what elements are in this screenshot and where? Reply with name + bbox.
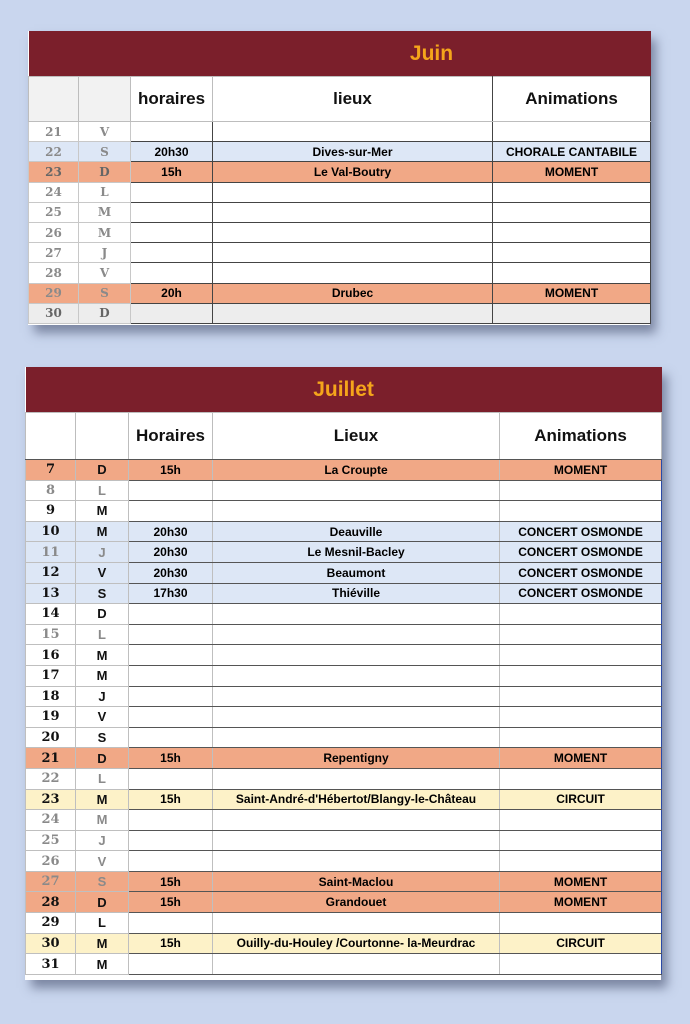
day-letter: L <box>76 913 129 934</box>
time-cell: 20h30 <box>129 562 213 583</box>
day-letter: S <box>79 283 131 303</box>
header-blank-num <box>29 77 79 122</box>
juillet-body <box>26 460 662 975</box>
time-cell <box>129 830 213 851</box>
time-cell <box>129 686 213 707</box>
day-letter: D <box>76 748 129 769</box>
time-cell <box>129 954 213 975</box>
place-cell <box>213 263 493 283</box>
table-row <box>29 263 651 283</box>
animation-cell: MOMENT <box>500 892 662 913</box>
animation-cell: MOMENT <box>493 283 651 303</box>
header-horaires: horaires <box>131 77 213 122</box>
time-cell <box>131 303 213 323</box>
day-letter: M <box>76 521 129 542</box>
animation-cell: CONCERT OSMONDE <box>500 521 662 542</box>
place-cell <box>213 686 500 707</box>
table-row <box>26 830 662 851</box>
header-blank-day <box>76 413 129 460</box>
time-cell <box>131 202 213 222</box>
table-row <box>26 562 662 583</box>
day-letter: M <box>76 933 129 954</box>
place-cell <box>213 122 493 142</box>
table-row <box>26 789 662 810</box>
place-cell: Thiéville <box>213 583 500 604</box>
day-number: 11 <box>26 542 76 563</box>
header-blank-day <box>79 77 131 122</box>
place-cell <box>213 727 500 748</box>
animation-cell <box>500 851 662 872</box>
time-cell <box>131 122 213 142</box>
day-number: 15 <box>26 624 76 645</box>
animation-cell <box>493 222 651 242</box>
animation-cell: CONCERT OSMONDE <box>500 583 662 604</box>
time-cell <box>129 480 213 501</box>
time-cell <box>129 913 213 934</box>
table-row <box>26 727 662 748</box>
day-letter: J <box>76 542 129 563</box>
day-letter: M <box>76 810 129 831</box>
day-number: 26 <box>29 222 79 242</box>
animation-cell: CIRCUIT <box>500 933 662 954</box>
table-row <box>26 892 662 913</box>
time-cell: 20h30 <box>129 542 213 563</box>
day-number: 24 <box>26 810 76 831</box>
juillet-month-bar <box>26 367 662 413</box>
header-animations: Animations <box>500 413 662 460</box>
day-number: 7 <box>26 460 76 481</box>
animation-cell: MOMENT <box>500 460 662 481</box>
place-cell <box>213 303 493 323</box>
animation-cell <box>493 263 651 283</box>
table-row <box>29 162 651 182</box>
day-letter: M <box>76 645 129 666</box>
time-cell <box>129 851 213 872</box>
table-row <box>26 645 662 666</box>
day-letter: L <box>76 624 129 645</box>
day-number: 22 <box>29 142 79 162</box>
juin-schedule-card <box>28 31 650 325</box>
place-cell <box>213 624 500 645</box>
day-letter: V <box>76 851 129 872</box>
time-cell: 15h <box>129 460 213 481</box>
table-row <box>29 283 651 303</box>
table-row <box>26 933 662 954</box>
animation-cell <box>500 501 662 522</box>
juillet-month-title: Juillet <box>26 367 662 413</box>
day-number: 28 <box>29 263 79 283</box>
day-number: 19 <box>26 707 76 728</box>
table-row <box>26 768 662 789</box>
juin-month-bar <box>29 31 651 77</box>
day-letter: D <box>76 892 129 913</box>
place-cell <box>213 222 493 242</box>
table-row <box>29 303 651 323</box>
day-letter: M <box>76 665 129 686</box>
time-cell: 15h <box>129 748 213 769</box>
table-row <box>29 222 651 242</box>
day-letter: L <box>76 768 129 789</box>
time-cell <box>129 604 213 625</box>
day-number: 21 <box>29 122 79 142</box>
place-cell: Le Mesnil-Bacley <box>213 542 500 563</box>
time-cell: 15h <box>129 871 213 892</box>
time-cell <box>129 624 213 645</box>
table-row <box>29 122 651 142</box>
time-cell <box>131 182 213 202</box>
place-cell <box>213 954 500 975</box>
time-cell <box>131 222 213 242</box>
day-letter: S <box>79 142 131 162</box>
table-row <box>26 501 662 522</box>
time-cell <box>131 263 213 283</box>
place-cell: Repentigny <box>213 748 500 769</box>
animation-cell: CONCERT OSMONDE <box>500 562 662 583</box>
table-row <box>26 913 662 934</box>
place-cell: Drubec <box>213 283 493 303</box>
time-cell <box>129 665 213 686</box>
animation-cell <box>500 707 662 728</box>
place-cell: Beaumont <box>213 562 500 583</box>
table-row <box>29 243 651 263</box>
juillet-header-row <box>26 413 662 460</box>
time-cell <box>131 243 213 263</box>
table-row <box>26 542 662 563</box>
day-letter: L <box>76 480 129 501</box>
time-cell <box>129 707 213 728</box>
day-number: 25 <box>29 202 79 222</box>
header-blank-num <box>26 413 76 460</box>
day-letter: M <box>76 501 129 522</box>
day-letter: D <box>79 162 131 182</box>
day-number: 24 <box>29 182 79 202</box>
header-animations: Animations <box>493 77 651 122</box>
day-number: 23 <box>29 162 79 182</box>
animation-cell <box>500 727 662 748</box>
animation-cell: CONCERT OSMONDE <box>500 542 662 563</box>
juillet-table <box>25 367 662 975</box>
place-cell <box>213 501 500 522</box>
place-cell: Saint-Maclou <box>213 871 500 892</box>
day-number: 8 <box>26 480 76 501</box>
day-number: 31 <box>26 954 76 975</box>
day-number: 27 <box>29 243 79 263</box>
animation-cell <box>500 913 662 934</box>
table-row <box>26 665 662 686</box>
day-number: 25 <box>26 830 76 851</box>
table-row <box>26 460 662 481</box>
time-cell <box>129 501 213 522</box>
day-number: 9 <box>26 501 76 522</box>
place-cell: Grandouet <box>213 892 500 913</box>
day-number: 27 <box>26 871 76 892</box>
place-cell: Ouilly-du-Houley /Courtonne- la-Meurdrac <box>213 933 500 954</box>
animation-cell: CIRCUIT <box>500 789 662 810</box>
animation-cell <box>500 665 662 686</box>
animation-cell <box>493 182 651 202</box>
animation-cell: MOMENT <box>500 748 662 769</box>
day-number: 21 <box>26 748 76 769</box>
place-cell: Dives-sur-Mer <box>213 142 493 162</box>
time-cell: 20h30 <box>131 142 213 162</box>
day-number: 17 <box>26 665 76 686</box>
day-number: 14 <box>26 604 76 625</box>
place-cell <box>213 810 500 831</box>
animation-cell: MOMENT <box>493 162 651 182</box>
time-cell: 15h <box>131 162 213 182</box>
animation-cell <box>500 624 662 645</box>
day-number: 26 <box>26 851 76 872</box>
time-cell <box>129 768 213 789</box>
table-row <box>29 182 651 202</box>
day-letter: V <box>79 122 131 142</box>
place-cell: Deauville <box>213 521 500 542</box>
day-letter: J <box>76 686 129 707</box>
place-cell <box>213 768 500 789</box>
animation-cell <box>493 202 651 222</box>
table-row <box>26 810 662 831</box>
animation-cell <box>500 480 662 501</box>
day-letter: S <box>76 727 129 748</box>
day-letter: V <box>76 562 129 583</box>
place-cell <box>213 707 500 728</box>
juin-body <box>29 122 651 324</box>
day-letter: D <box>76 604 129 625</box>
day-letter: S <box>76 871 129 892</box>
animation-cell <box>500 830 662 851</box>
juin-header-row <box>29 77 651 122</box>
day-number: 10 <box>26 521 76 542</box>
juin-month-title: Juin <box>213 31 651 77</box>
place-cell <box>213 604 500 625</box>
table-row <box>29 202 651 222</box>
place-cell <box>213 182 493 202</box>
place-cell: Saint-André-d'Hébertot/Blangy-le-Château <box>213 789 500 810</box>
day-letter: S <box>76 583 129 604</box>
table-row <box>26 583 662 604</box>
place-cell <box>213 480 500 501</box>
table-row <box>26 521 662 542</box>
header-lieux: Lieux <box>213 413 500 460</box>
animation-cell <box>500 686 662 707</box>
animation-cell <box>500 954 662 975</box>
animation-cell: MOMENT <box>500 871 662 892</box>
table-row <box>26 604 662 625</box>
animation-cell <box>493 303 651 323</box>
day-number: 29 <box>29 283 79 303</box>
header-horaires: Horaires <box>129 413 213 460</box>
day-number: 13 <box>26 583 76 604</box>
table-row <box>26 707 662 728</box>
animation-cell <box>500 645 662 666</box>
day-letter: V <box>79 263 131 283</box>
juillet-schedule-card <box>25 367 661 980</box>
day-number: 18 <box>26 686 76 707</box>
day-number: 29 <box>26 913 76 934</box>
time-cell: 15h <box>129 892 213 913</box>
day-number: 28 <box>26 892 76 913</box>
table-row <box>26 871 662 892</box>
day-number: 30 <box>26 933 76 954</box>
header-lieux: lieux <box>213 77 493 122</box>
place-cell <box>213 851 500 872</box>
time-cell <box>129 645 213 666</box>
day-number: 20 <box>26 727 76 748</box>
day-letter: M <box>79 222 131 242</box>
table-row <box>26 624 662 645</box>
place-cell <box>213 645 500 666</box>
day-letter: M <box>76 954 129 975</box>
day-number: 30 <box>29 303 79 323</box>
juin-table <box>28 31 651 324</box>
day-letter: M <box>79 202 131 222</box>
place-cell <box>213 202 493 222</box>
place-cell <box>213 665 500 686</box>
table-row <box>26 480 662 501</box>
table-row <box>26 954 662 975</box>
day-number: 12 <box>26 562 76 583</box>
animation-cell <box>500 810 662 831</box>
animation-cell <box>493 122 651 142</box>
time-cell: 15h <box>129 933 213 954</box>
day-number: 23 <box>26 789 76 810</box>
day-letter: J <box>76 830 129 851</box>
time-cell: 20h30 <box>129 521 213 542</box>
table-row <box>26 748 662 769</box>
time-cell: 20h <box>131 283 213 303</box>
animation-cell <box>493 243 651 263</box>
day-letter: M <box>76 789 129 810</box>
month-bar-blank <box>29 31 213 77</box>
time-cell: 17h30 <box>129 583 213 604</box>
place-cell <box>213 243 493 263</box>
animation-cell: CHORALE CANTABILE <box>493 142 651 162</box>
place-cell: Le Val-Boutry <box>213 162 493 182</box>
animation-cell <box>500 604 662 625</box>
day-letter: L <box>79 182 131 202</box>
animation-cell <box>500 768 662 789</box>
day-number: 22 <box>26 768 76 789</box>
day-letter: D <box>76 460 129 481</box>
day-letter: D <box>79 303 131 323</box>
place-cell <box>213 913 500 934</box>
table-row <box>26 851 662 872</box>
day-letter: J <box>79 243 131 263</box>
day-number: 16 <box>26 645 76 666</box>
place-cell <box>213 830 500 851</box>
time-cell: 15h <box>129 789 213 810</box>
time-cell <box>129 810 213 831</box>
table-row <box>29 142 651 162</box>
place-cell: La Croupte <box>213 460 500 481</box>
day-letter: V <box>76 707 129 728</box>
table-row <box>26 686 662 707</box>
time-cell <box>129 727 213 748</box>
